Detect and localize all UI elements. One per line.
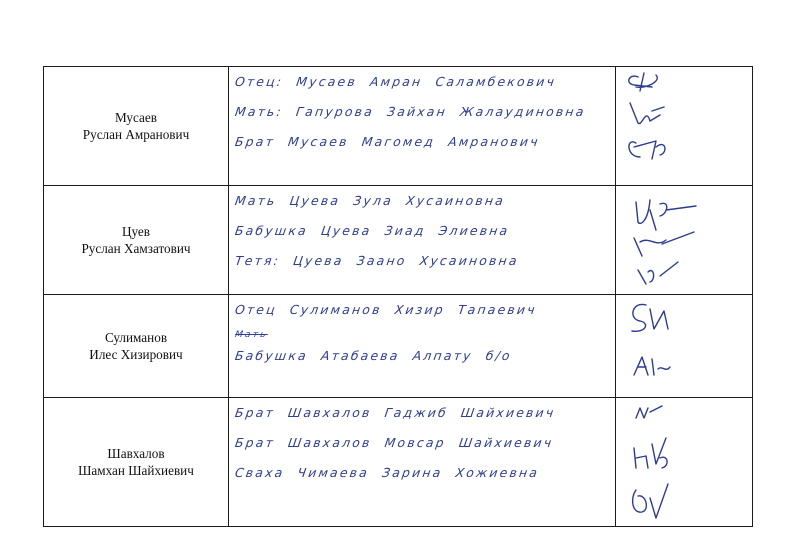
surname: Цуев xyxy=(121,224,151,239)
relative-entry: Тетя: Цуева Заано Хусаиновна xyxy=(234,253,520,268)
person-name-cell xyxy=(44,398,229,527)
relative-entry: Брат Шавхалов Гаджиб Шайхиевич xyxy=(234,405,557,420)
relative-entry: Отец Сулиманов Хизир Тапаевич xyxy=(234,302,538,317)
signature-cell xyxy=(616,186,753,295)
table-row xyxy=(44,67,753,186)
surname: Сулиманов xyxy=(104,330,168,345)
person-name-cell xyxy=(44,186,229,295)
relative-entry: Брат Мусаев Магомед Амранович xyxy=(234,134,541,149)
table-row xyxy=(44,398,753,527)
signature-mark xyxy=(616,67,752,185)
relative-entry: Отец: Мусаев Амран Саламбекович xyxy=(234,74,558,89)
given-name-patronymic: Руслан Хамзатович xyxy=(81,241,191,256)
relative-entry: Бабушка Цуева Зиад Элиевна xyxy=(234,223,511,238)
signature-mark xyxy=(616,186,752,294)
given-name-patronymic: Шамхан Шайхиевич xyxy=(78,463,194,478)
given-name-patronymic: Илес Хизирович xyxy=(89,347,183,362)
table-row xyxy=(44,295,753,398)
relative-entry: Мать: Гапурова Зайхан Жалаудиновна xyxy=(234,104,587,119)
relatives-cell xyxy=(229,398,616,527)
signature-mark xyxy=(616,398,752,526)
signature-cell xyxy=(616,398,753,527)
surname: Мусаев xyxy=(115,110,157,125)
relatives-signature-table xyxy=(43,66,753,527)
person-name-cell xyxy=(44,295,229,398)
relative-entry: Бабушка Атабаева Алпату б/о xyxy=(234,348,513,363)
relative-entry: Сваха Чимаева Зарина Хожиевна xyxy=(234,465,541,480)
relatives-cell xyxy=(229,67,616,186)
person-name-cell xyxy=(44,67,229,186)
signature-cell xyxy=(616,295,753,398)
relative-entry: Брат Шавхалов Мовсар Шайхиевич xyxy=(234,435,555,450)
relatives-cell xyxy=(229,295,616,398)
signature-cell xyxy=(616,67,753,186)
surname: Шавхалов xyxy=(107,446,165,461)
table-row xyxy=(44,186,753,295)
signature-mark xyxy=(616,295,752,397)
relative-entry-struck: Мать xyxy=(234,330,269,340)
relatives-cell xyxy=(229,186,616,295)
relative-entry: Мать Цуева Зула Хусаиновна xyxy=(234,193,507,208)
given-name-patronymic: Руслан Амранович xyxy=(82,127,190,142)
